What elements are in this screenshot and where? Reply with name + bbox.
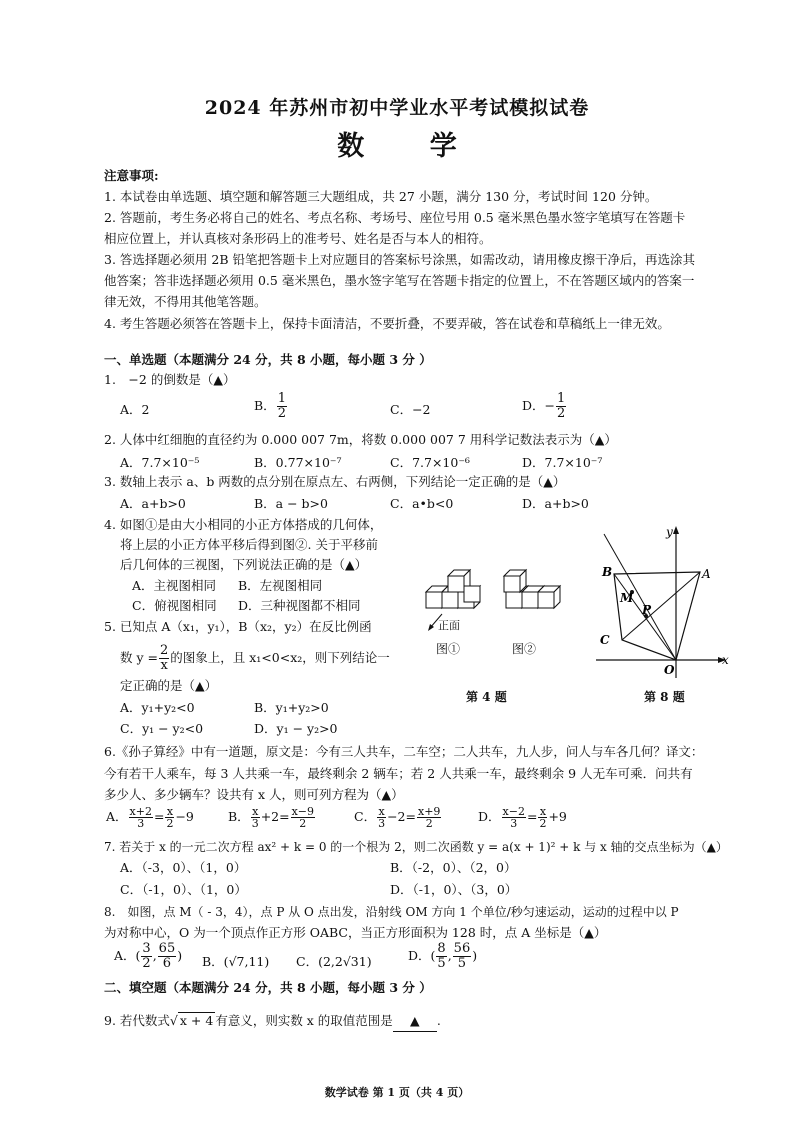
- notice-line: 他答案；答非选择题必须用 0.5 毫米黑色，墨水签字笔写在答题卡指定的位置上，不在答题区域内的答案一: [104, 273, 695, 288]
- q5-line1: 5. 已知点 A（x₁，y₁），B（x₂，y₂）在反比例函: [104, 619, 372, 634]
- q8-label-a: A: [702, 567, 711, 581]
- q7-stem: 7. 若关于 x 的一元二次方程 ax² + k = 0 的一个根为 2，则二次函数 y = a(x + 1)² + k 与 x 轴的交点坐标为（▲）: [104, 840, 728, 854]
- q2-option-b: B．0.77×10⁻⁷: [254, 455, 342, 470]
- q1-option-b: B． $\frac{1}{2}$: [254, 391, 286, 421]
- q7-option-d: D．（-1，0）、（3，0）: [390, 882, 518, 897]
- q8-label-p: P: [642, 603, 652, 617]
- q4-option-c: C．俯视图相同: [132, 598, 217, 613]
- q6-line: 多少人、多少辆车？设共有 x 人，则可列方程为（▲）: [104, 787, 404, 802]
- section2-heading: 二、填空题（本题满分 24 分，共 8 小题，每小题 3 分 ）: [104, 980, 432, 995]
- exam-title: 2024 年苏州市初中学业水平考试模拟试卷: [204, 97, 590, 119]
- q4-caption: 第 4 题: [466, 690, 507, 704]
- notice-line: 3. 答选择题必须用 2B 铅笔把答题卡上对应题目的答案标号涂黑，如需改动，请用橡皮擦干净后，再选涂其: [104, 252, 695, 267]
- q8-label-m: M: [620, 591, 634, 605]
- notice-line: 律无效，不得用其他笔答题。: [104, 294, 267, 309]
- q4-option-b: B．左视图相同: [238, 578, 323, 593]
- section1-heading: 一、单选题（本题满分 24 分，共 8 小题，每小题 3 分 ）: [104, 352, 432, 367]
- q8-line: 8. 如图，点 M（ - 3，4），点 P 从 O 点出发，沿射线 OM 方向 1 个单位/秒匀速运动，运动的过程中以 P: [104, 905, 679, 919]
- q6-line: 6.《孙子算经》中有一道题，原文是：今有三人共车，二车空；二人共车，九人步，问人与车各几何？译文：: [104, 744, 704, 759]
- q8-label-c: C: [600, 633, 610, 647]
- q1-option-c: C．−2: [390, 402, 431, 417]
- q8-line: 为对称中心，O 为一个顶点作正方形 OABC，当正方形面积为 128 时，点 A 坐标是（▲）: [104, 925, 607, 940]
- q3-option-c: C．a•b<0: [390, 496, 454, 511]
- q2-stem: 2. 人体中红细胞的直径约为 0.000 007 7m，将数 0.000 007 7 用科学记数法表示为（▲）: [104, 432, 617, 447]
- q5-option-d: D．y₁ − y₂>0: [254, 721, 338, 736]
- q8-label-o: O: [664, 663, 675, 677]
- q6-option-a: A． $\frac{x+2}{3}$ = $\frac{x}{2}$ −9: [106, 805, 194, 830]
- q4-option-d: D．三种视图都不相同: [238, 598, 361, 613]
- notice-line: 1. 本试卷由单选题、填空题和解答题三大题组成，共 27 小题，满分 130 分，考试时间 120 分钟。: [104, 189, 658, 204]
- q1-option-d: D．− $\frac{1}{2}$: [522, 391, 566, 421]
- q4-front-label: 正面: [438, 619, 460, 632]
- q4-fig1-label: 图①: [436, 642, 461, 656]
- q8-label-b: B: [602, 565, 613, 579]
- q5-option-c: C．y₁ − y₂<0: [120, 721, 204, 736]
- q2-option-c: C．7.7×10⁻⁶: [390, 455, 470, 470]
- q5-line2: 数 y = $\frac{2}{x}$ 的图象上，且 x₁<0<x₂，则下列结论一: [120, 643, 390, 673]
- q4-line: 将上层的小正方体平移后得到图②. 关于平移前: [120, 537, 378, 552]
- q9-answer-blank[interactable]: ▲: [393, 1011, 437, 1032]
- q4-line: 4. 如图①是由大小相同的小正方体搭成的几何体，: [104, 517, 383, 532]
- notice-line: 相应位置上，并认真核对条形码上的准考号、姓名是否与本人的相符。: [104, 231, 492, 246]
- q5-line3: 定正确的是（▲）: [120, 678, 218, 693]
- q4-option-a: A．主视图相同: [132, 578, 217, 593]
- q1-stem: 1. −2 的倒数是（▲）: [104, 372, 236, 387]
- q3-option-d: D．a+b>0: [522, 496, 589, 511]
- q2-option-a: A．7.7×10⁻⁵: [120, 455, 200, 470]
- q4-fig2-label: 图②: [512, 642, 537, 656]
- q7-option-c: C．（-1，0）、（1，0）: [120, 882, 247, 897]
- page-footer: 数学试卷 第 1 页（共 4 页）: [324, 1086, 470, 1099]
- q8-caption: 第 8 题: [644, 690, 685, 704]
- q6-option-b: B． $\frac{x}{3}$ +2= $\frac{x-9}{2}$: [228, 805, 315, 830]
- q5-option-a: A．y₁+y₂<0: [120, 700, 195, 715]
- q6-line: 今有若干人乘车，每 3 人共乘一车，最终剩余 2 辆车；若 2 人共乘一车，最终剩余 9 人无车可乘．问共有: [104, 766, 693, 781]
- q3-option-a: A．a+b>0: [120, 496, 186, 511]
- notice-line: 2. 答题前，考生务必将自己的姓名、考点名称、考场号、座位号用 0.5 毫米黑色墨水签字笔填写在答题卡: [104, 210, 686, 225]
- q1-option-a: A．2: [120, 402, 150, 417]
- notice-heading: 注意事项:: [104, 168, 159, 183]
- q7-option-b: B．（-2，0）、（2，0）: [390, 860, 517, 875]
- q8-option-d: D．( $\frac{8}{5}$ , $\frac{56}{5}$ ): [408, 941, 478, 971]
- notice-line: 4. 考生答题必须答在答题卡上，保持卡面清洁，不要折叠，不要弄破，答在试卷和草稿纸上一律无效。: [104, 316, 670, 331]
- q6-option-c: C． $\frac{x}{3}$ −2= $\frac{x+9}{2}$: [354, 805, 441, 830]
- q5-option-b: B．y₁+y₂>0: [254, 700, 329, 715]
- q8-option-c: C．(2,2√31): [296, 954, 372, 969]
- q6-option-d: D． $\frac{x-2}{3}$ = $\frac{x}{2}$ +9: [478, 805, 567, 830]
- q4-line: 后几何体的三视图，下列说法正确的是（▲）: [120, 557, 368, 572]
- q7-option-a: A．（-3，0）、（1，0）: [120, 860, 247, 875]
- q8-option-a: A．( $\frac{3}{2}$ , $\frac{65}{6}$ ): [114, 941, 183, 971]
- q8-label-x: x: [722, 653, 729, 667]
- subject-title: 数 学: [337, 131, 485, 162]
- q3-stem: 3. 数轴上表示 a、b 两数的点分别在原点左、右两侧，下列结论一定正确的是（▲）: [104, 474, 566, 489]
- q3-option-b: B．a − b>0: [254, 496, 328, 511]
- q8-option-b: B．(√7,11): [202, 954, 270, 969]
- q8-figure: [590, 522, 740, 682]
- q9-stem: 9. 若代数式√ x + 4 有意义，则实数 x 的取值范围是 ▲ .: [104, 1011, 441, 1032]
- q8-label-y: y: [666, 525, 673, 539]
- q2-option-d: D．7.7×10⁻⁷: [522, 455, 603, 470]
